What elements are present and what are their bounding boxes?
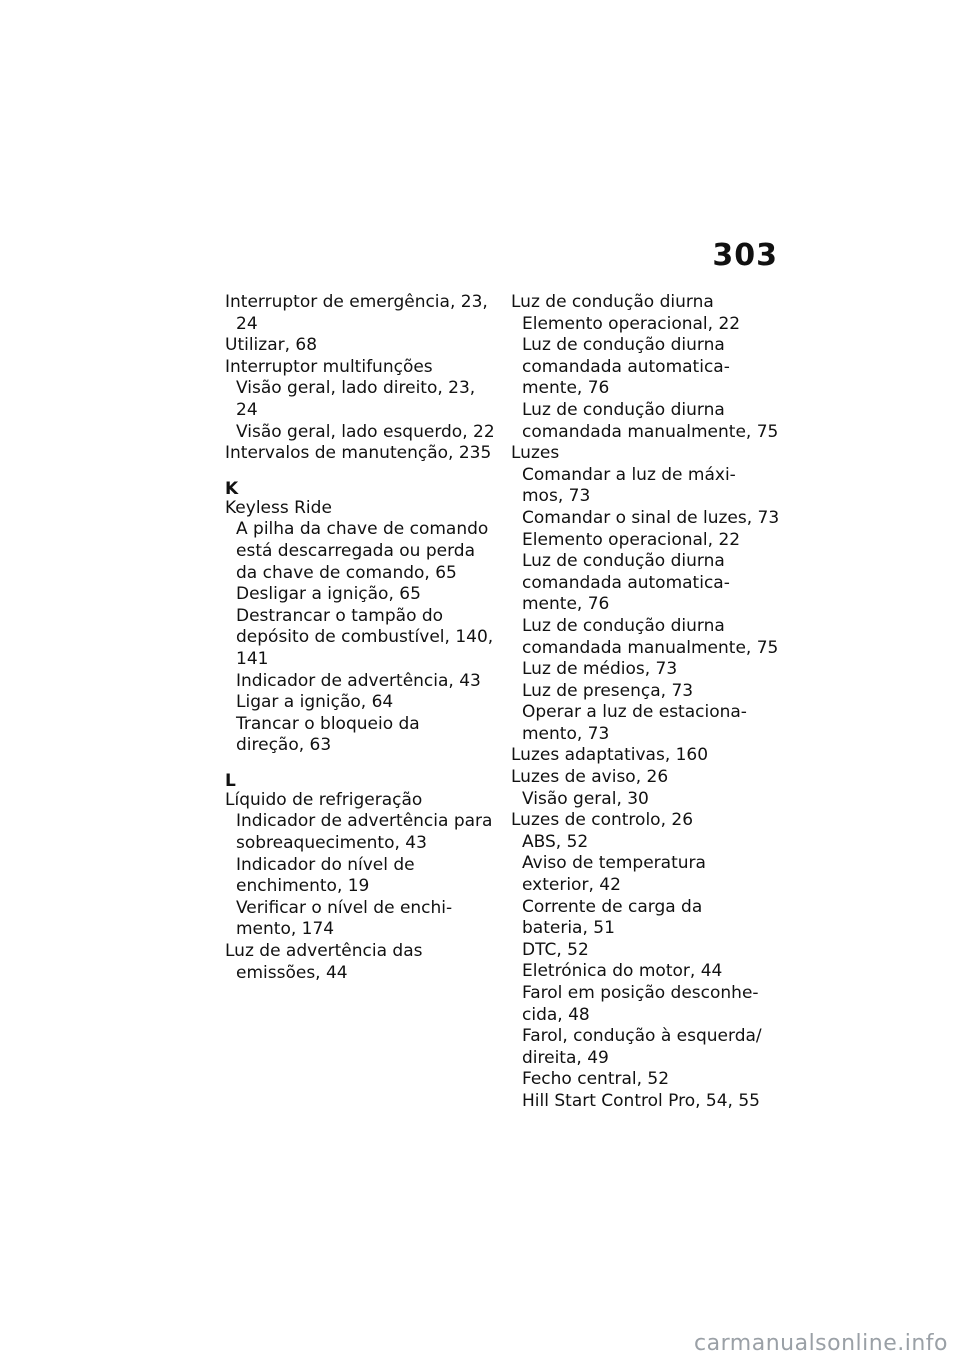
index-subentry: 24: [236, 313, 258, 334]
index-entry: Interruptor de emergência, 23,: [225, 292, 488, 312]
index-subentry: mente, 76: [522, 378, 610, 399]
index-subentry: Indicador de advertência, 43: [236, 670, 481, 691]
section-gap: [225, 465, 497, 476]
index-subentry: Visão geral, 30: [522, 788, 649, 809]
index-subentry: Luz de condução diurna: [522, 399, 725, 420]
index-subentry: emissões, 44: [236, 962, 348, 983]
index-entry: Luzes de controlo, 26: [511, 810, 694, 831]
index-letter-heading: L: [225, 770, 236, 791]
index-subentry: Verificar o nível de enchi-: [236, 897, 453, 918]
index-entry: Luzes: [511, 443, 560, 464]
index-subentry: depósito de combustível, 140,: [236, 627, 494, 648]
index-subentry: Desligar a ignição, 65: [236, 584, 421, 605]
index-subentry: Trancar o bloqueio da: [236, 713, 420, 734]
index-subentry: exterior, 42: [522, 875, 621, 896]
index-subentry: Eletrónica do motor, 44: [522, 961, 723, 982]
index-subentry: mento, 174: [236, 919, 335, 940]
index-column-left: [225, 292, 497, 984]
index-subentry: DTC, 52: [522, 939, 589, 960]
section-gap: [225, 757, 497, 768]
index-subentry: Hill Start Control Pro, 54, 55: [522, 1090, 760, 1111]
index-subentry: Elemento operacional, 22: [522, 313, 741, 334]
index-subentry: sobreaquecimento, 43: [236, 833, 427, 854]
index-subentry: Luz de condução diurna: [522, 615, 725, 636]
index-entry: Luz de condução diurna: [511, 292, 714, 312]
index-subentry: comandada manualmente, 75: [522, 421, 779, 442]
index-subentry: cida, 48: [522, 1004, 590, 1025]
index-entry: Intervalos de manutenção, 235: [225, 443, 492, 464]
index-subentry: Operar a luz de estaciona-: [522, 702, 747, 723]
index-subentry: está descarregada ou perda: [236, 540, 475, 561]
index-subentry: direção, 63: [236, 735, 332, 756]
index-subentry: mente, 76: [522, 594, 610, 615]
index-subentry: Luz de presença, 73: [522, 680, 694, 701]
index-subentry: Elemento operacional, 22: [522, 529, 741, 550]
index-entry: Luzes adaptativas, 160: [511, 745, 709, 766]
index-subentry: da chave de comando, 65: [236, 562, 457, 583]
index-subentry: bateria, 51: [522, 918, 615, 939]
index-subentry: Luz de condução diurna: [522, 335, 725, 356]
index-entry: Interruptor multifunções: [225, 356, 433, 377]
page-number: 303: [712, 238, 778, 273]
index-subentry: Aviso de temperatura: [522, 853, 706, 874]
index-entry: Luz de advertência das: [225, 941, 423, 962]
index-subentry: A pilha da chave de comando: [236, 519, 489, 540]
index-column-right: [511, 292, 783, 1113]
index-subentry: Visão geral, lado esquerdo, 22: [236, 421, 495, 442]
index-subentry: Indicador do nível de: [236, 854, 415, 875]
index-entry: Keyless Ride: [225, 497, 332, 518]
index-subentry: Luz de médios, 73: [522, 659, 678, 680]
index-subentry: comandada automatica-: [522, 356, 730, 377]
index-subentry: Corrente de carga da: [522, 896, 703, 917]
index-subentry: Destrancar o tampão do: [236, 605, 444, 626]
index-entry: Utilizar, 68: [225, 335, 318, 356]
watermark: carmanualsonline.info: [694, 1331, 948, 1356]
index-entry: Luzes de aviso, 26: [511, 767, 669, 788]
index-subentry: mento, 73: [522, 723, 610, 744]
index-subentry: comandada manualmente, 75: [522, 637, 779, 658]
index-subentry: mos, 73: [522, 486, 591, 507]
index-subentry: Comandar a luz de máxi-: [522, 464, 736, 485]
index-subentry: Farol, condução à esquerda/: [522, 1026, 762, 1047]
index-subentry: ABS, 52: [522, 831, 589, 852]
index-subentry: 24: [236, 399, 258, 420]
index-subentry: Indicador de advertência para: [236, 811, 493, 832]
index-entry: Líquido de refrigeração: [225, 789, 423, 810]
index-subentry: Fecho central, 52: [522, 1069, 670, 1090]
index-subentry: enchimento, 19: [236, 876, 370, 897]
index-subentry: Luz de condução diurna: [522, 551, 725, 572]
index-subentry: Ligar a ignição, 64: [236, 692, 394, 713]
index-subentry: Farol em posição desconhe-: [522, 983, 759, 1003]
index-subentry: 141: [236, 648, 269, 669]
index-subentry: Comandar o sinal de luzes, 73: [522, 507, 780, 528]
index-subentry: Visão geral, lado direito, 23,: [236, 378, 476, 399]
index-subentry: comandada automatica-: [522, 572, 730, 593]
index-subentry: direita, 49: [522, 1047, 609, 1068]
index-letter-heading: K: [225, 478, 239, 499]
